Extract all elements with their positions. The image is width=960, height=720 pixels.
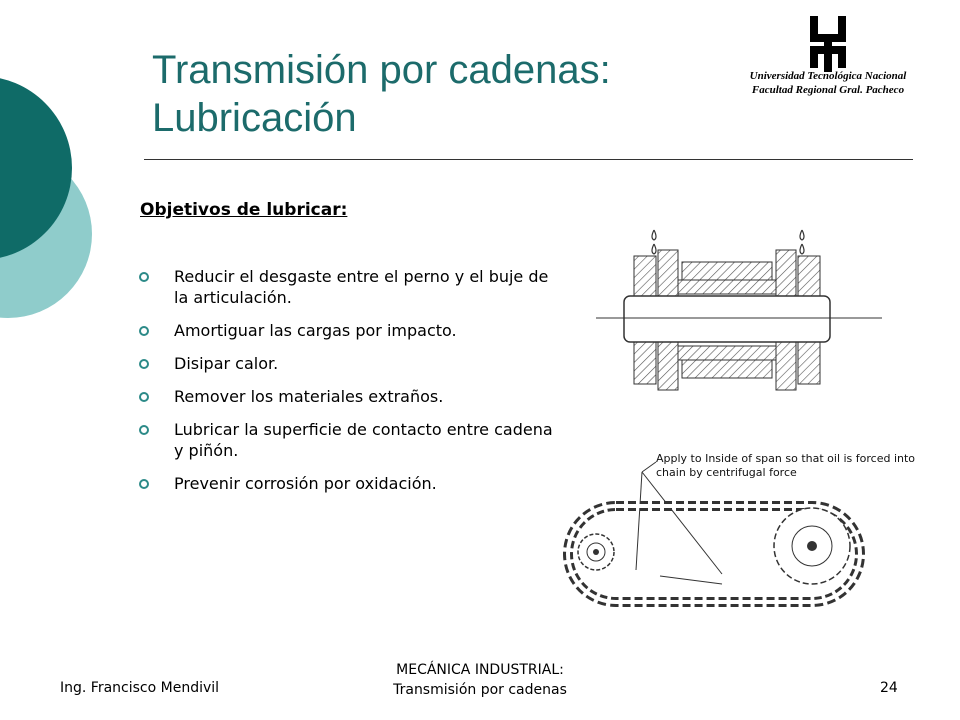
chain-drive-diagram [562, 450, 922, 610]
logo-university-name: Universidad Tecnológica Nacional [749, 70, 907, 82]
list-item-text: Amortiguar las cargas por impacto. [174, 321, 457, 340]
list-item [134, 386, 554, 407]
list-item [134, 353, 554, 374]
slide-title [152, 46, 712, 142]
university-logo [736, 16, 920, 100]
footer-course-line2: Transmisión por cadenas [393, 682, 567, 698]
list-item [134, 419, 554, 461]
chain-joint-section-diagram [596, 222, 882, 418]
footer-course [360, 660, 600, 700]
hollow-circle-bullet-icon [138, 478, 150, 490]
utn-logo-icon [800, 16, 856, 72]
footer-course-line1: MECÁNICA INDUSTRIAL: [396, 662, 564, 678]
slide-title-line1: Transmisión por cadenas: [152, 48, 611, 92]
hollow-circle-bullet-icon [138, 325, 150, 337]
title-divider [144, 159, 913, 160]
list-item-text: Prevenir corrosión por oxidación. [174, 474, 437, 493]
footer-author: Ing. Francisco Mendivil [60, 680, 220, 696]
list-item-text: Disipar calor. [174, 354, 279, 373]
lubrication-note: Apply to Inside of span so that oil is forced into chain by centrifugal force [656, 452, 916, 479]
hollow-circle-bullet-icon [138, 424, 150, 436]
page-number: 24 [880, 680, 898, 696]
list-item-text: Reducir el desgaste entre el perno y el buje de la articulación. [174, 267, 549, 307]
logo-faculty-name: Facultad Regional Gral. Pacheco [751, 84, 905, 96]
hollow-circle-bullet-icon [138, 391, 150, 403]
list-item [134, 320, 554, 341]
section-subtitle: Objetivos de lubricar: [140, 200, 348, 220]
slide-title-line2: Lubricación [152, 96, 357, 140]
hollow-circle-bullet-icon [138, 271, 150, 283]
decorative-circles [0, 0, 120, 420]
list-item [134, 266, 554, 308]
list-item [134, 473, 554, 494]
objectives-list [134, 266, 554, 506]
hollow-circle-bullet-icon [138, 358, 150, 370]
list-item-text: Lubricar la superficie de contacto entre cadena y piñón. [174, 420, 553, 460]
list-item-text: Remover los materiales extraños. [174, 387, 444, 406]
